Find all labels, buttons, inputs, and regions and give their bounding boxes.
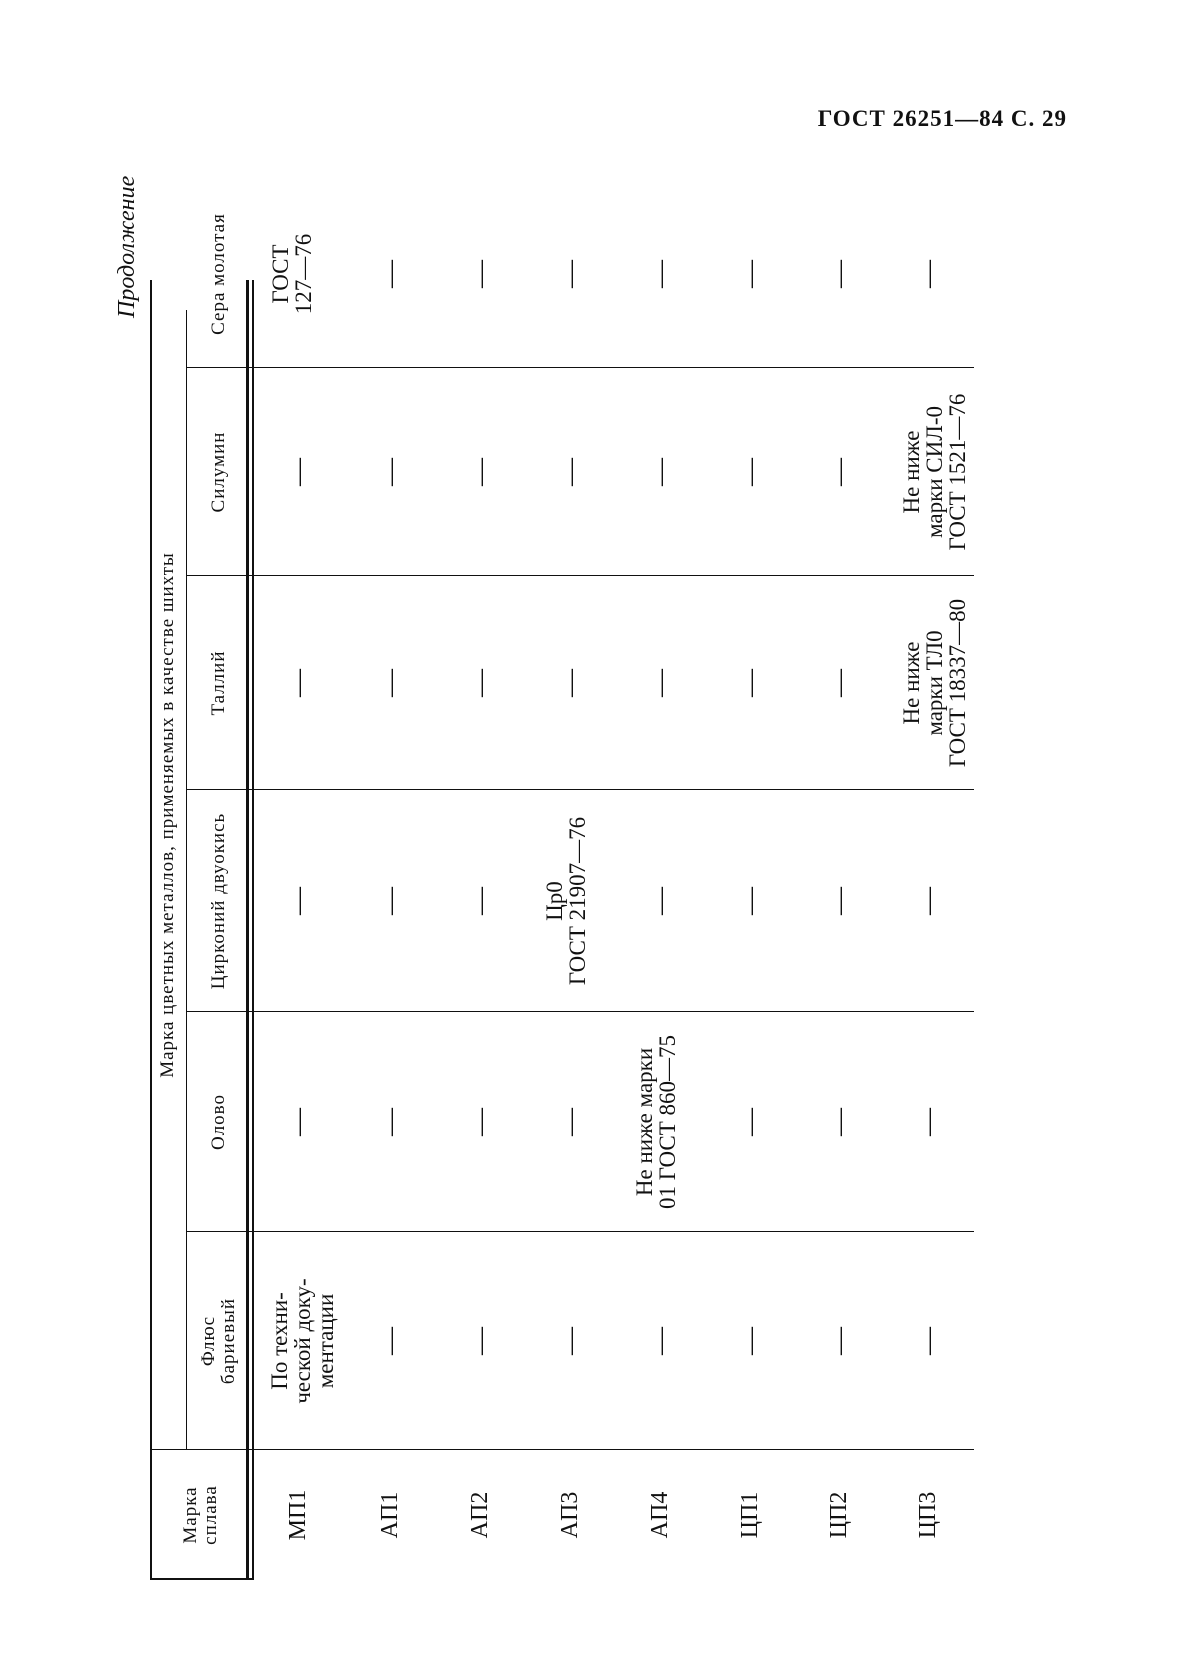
cell-line: Марка	[180, 1486, 202, 1544]
empty-cell-dash: —	[645, 887, 677, 915]
empty-cell-dash: —	[283, 458, 315, 486]
cell-line: Сера молотая	[208, 213, 230, 335]
cell-line: Цр0	[542, 881, 567, 921]
empty-cell-dash: —	[555, 458, 587, 486]
column-header	[186, 368, 252, 576]
empty-cell-dash: —	[735, 458, 767, 486]
empty-cell-dash: —	[824, 260, 856, 288]
column-header	[186, 1012, 252, 1232]
data-table	[150, 180, 1070, 1580]
empty-cell-dash: —	[735, 669, 767, 697]
empty-cell-dash: —	[375, 1108, 407, 1136]
empty-cell-dash: —	[375, 669, 407, 697]
empty-cell-dash: —	[283, 887, 315, 915]
cell-line: марки СИЛ-0	[921, 405, 947, 539]
table-cell	[526, 790, 606, 1012]
cell-line: ментации	[312, 1293, 338, 1389]
table-cell	[884, 576, 984, 790]
table-cell	[884, 368, 984, 576]
empty-cell-dash: —	[375, 458, 407, 486]
empty-cell-dash: —	[735, 1108, 767, 1136]
cell-line: ческой доку-	[289, 1278, 315, 1404]
empty-cell-dash: —	[555, 260, 587, 288]
empty-cell-dash: —	[375, 887, 407, 915]
empty-cell-dash: —	[465, 458, 497, 486]
rotated-table	[114, 175, 1070, 1580]
cell-line: Не ниже марки	[632, 1047, 657, 1197]
table-cell	[252, 180, 332, 368]
empty-cell-dash: —	[824, 887, 856, 915]
empty-cell-dash: —	[645, 669, 677, 697]
cell-line: сплава	[200, 1485, 221, 1545]
empty-cell-dash: —	[465, 1327, 497, 1355]
column-header	[186, 790, 252, 1012]
cell-line: ГОСТ 1521—76	[944, 393, 970, 551]
empty-cell-dash: —	[735, 260, 767, 288]
table-cell	[616, 1012, 696, 1232]
cell-line: Флюс	[198, 1315, 220, 1367]
column-header	[186, 576, 252, 790]
empty-cell-dash: —	[465, 669, 497, 697]
cell-line: По техни-	[266, 1292, 292, 1390]
empty-cell-dash: —	[465, 887, 497, 915]
alloy-label: ЦП1	[737, 1491, 764, 1539]
cell-line: 01 ГОСТ 860—75	[655, 1035, 680, 1210]
cell-line: Силумин	[208, 431, 230, 513]
cell-line: ГОСТ 18337—80	[944, 598, 970, 768]
cell-line: бариевый	[218, 1297, 239, 1385]
cell-line: 127—76	[291, 233, 316, 315]
empty-cell-dash: —	[645, 458, 677, 486]
cell-line: Таллий	[208, 650, 230, 716]
empty-cell-dash: —	[645, 260, 677, 288]
cell-line: Цирконий двуокись	[208, 812, 230, 990]
empty-cell-dash: —	[555, 1327, 587, 1355]
table-cell	[252, 1232, 352, 1450]
empty-cell-dash: —	[824, 669, 856, 697]
alloy-label: АП2	[467, 1491, 494, 1539]
empty-cell-dash: —	[375, 1327, 407, 1355]
column-header	[186, 180, 252, 368]
empty-cell-dash: —	[735, 887, 767, 915]
alloy-label: АП4	[647, 1491, 674, 1539]
cell-line: ГОСТ 21907—76	[565, 816, 590, 986]
empty-cell-dash: —	[283, 1108, 315, 1136]
empty-cell-dash: —	[824, 1327, 856, 1355]
empty-cell-dash: —	[465, 1108, 497, 1136]
alloy-label: АП1	[377, 1491, 404, 1539]
column-header	[186, 1232, 252, 1450]
empty-cell-dash: —	[555, 669, 587, 697]
alloy-column-header	[150, 1450, 252, 1580]
cell-line: Не ниже	[898, 430, 924, 514]
cell-line: ГОСТ	[268, 244, 293, 304]
empty-cell-dash: —	[375, 260, 407, 288]
alloy-label: АП3	[557, 1491, 584, 1539]
cell-line: Не ниже	[898, 641, 924, 725]
empty-cell-dash: —	[913, 887, 945, 915]
empty-cell-dash: —	[283, 669, 315, 697]
cell-line: Олово	[208, 1093, 230, 1151]
empty-cell-dash: —	[824, 1108, 856, 1136]
alloy-label: ЦП3	[915, 1491, 942, 1539]
alloy-label: МП1	[285, 1489, 312, 1541]
empty-cell-dash: —	[735, 1327, 767, 1355]
group-header: Марка цветных металлов, применяемых в качестве шихты	[157, 552, 179, 1078]
empty-cell-dash: —	[913, 1108, 945, 1136]
empty-cell-dash: —	[913, 1327, 945, 1355]
empty-cell-dash: —	[465, 260, 497, 288]
continuation-label: Продолжение	[114, 175, 140, 318]
page-header: ГОСТ 26251—84 С. 29	[817, 106, 1067, 131]
alloy-label: ЦП2	[826, 1491, 853, 1539]
empty-cell-dash: —	[824, 458, 856, 486]
empty-cell-dash: —	[645, 1327, 677, 1355]
empty-cell-dash: —	[555, 1108, 587, 1136]
cell-line: марки ТЛ0	[921, 630, 947, 736]
empty-cell-dash: —	[913, 260, 945, 288]
